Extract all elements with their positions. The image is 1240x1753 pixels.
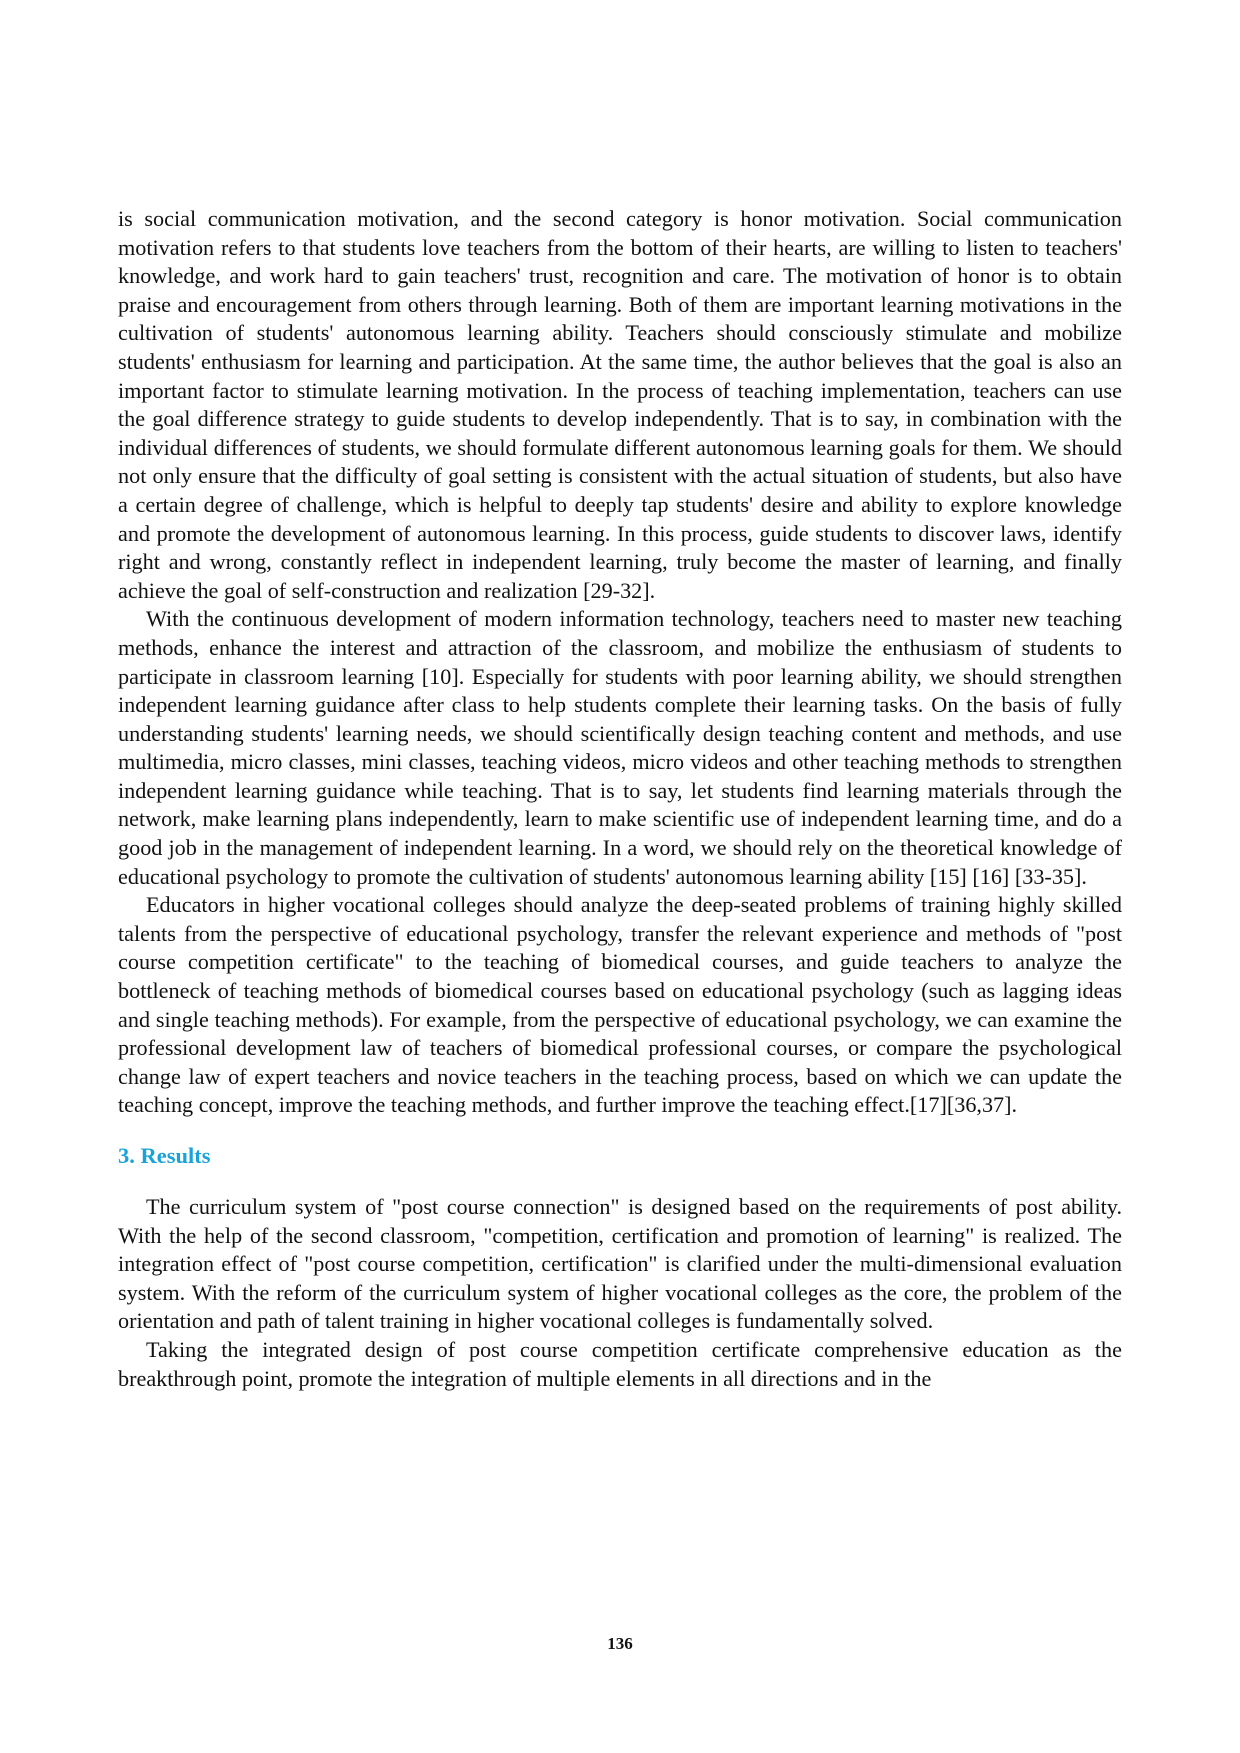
body-paragraph: Taking the integrated design of post course competition certificate comprehensive education as the breakthrough point, promote the integration of multiple elements in all directions and in the [118,1336,1122,1391]
page-number: 136 [607,1634,633,1653]
page-body [118,205,1122,1393]
body-paragraph: Educators in higher vocational colleges should analyze the deep-seated problems of training highly skilled talents from the perspective of educational psychology, transfer the relevant experience and methods of "post course competition certificate" to the teaching of biomedical courses, and guide teachers to analyze the bottleneck of teaching methods of biomedical courses based on educational psychology (such as lagging ideas and single teaching methods). For example, from the perspective of educational psychology, we can examine the professional development law of teachers of biomedical professional courses, or compare the psychological change law of expert teachers and novice teachers in the teaching process, based on which we can update the teaching concept, improve the teaching methods, and further improve the teaching effect.[17][36,37]. [118,892,1122,1118]
body-paragraph: is social communication motivation, and the second category is honor motivation. Social communication motivation refers to that students love teachers from the bottom of their hearts, are willing to listen to teachers' knowledge, and work hard to gain teachers' trust, recognition and care. The motivation of honor is to obtain praise and encouragement from others through learning. Both of them are important learning motivations in the cultivation of students' autonomous learning ability. Teachers should consciously stimulate and mobilize students' enthusiasm for learning and participation. At the same time, the author believes that the goal is also an important factor to stimulate learning motivation. In the process of teaching implementation, teachers can use the goal difference strategy to guide students to develop independently. That is to say, in combination with the individual differences of students, we should formulate different autonomous learning goals for them. We should not only ensure that the difficulty of goal setting is consistent with the actual situation of students, but also have a certain degree of challenge, which is helpful to deeply tap students' desire and ability to explore knowledge and promote the development of autonomous learning. In this process, guide students to discover laws, identify right and wrong, constantly reflect in independent learning, truly become the master of learning, and finally achieve the goal of self-construction and realization [29-32]. [118,206,1122,603]
body-paragraph: The curriculum system of "post course connection" is designed based on the requirements of post ability. With the help of the second classroom, "competition, certification and promotion of learning" is realized. The integration effect of "post course competition, certification" is clarified under the multi-dimensional evaluation system. With the reform of the curriculum system of higher vocational colleges as the core, the problem of the orientation and path of talent training in higher vocational colleges is fundamentally solved. [118,1194,1122,1334]
section-heading-results: 3. Results [118,1143,211,1168]
body-paragraph: With the continuous development of modern information technology, teachers need to master new teaching methods, enhance the interest and attraction of the classroom, and mobilize the enthusiasm of students to participate in classroom learning [10]. Especially for students with poor learning ability, we should strengthen independent learning guidance after class to help students complete their learning tasks. On the basis of fully understanding students' learning needs, we should scientifically design teaching content and methods, and use multimedia, micro classes, mini classes, teaching videos, micro videos and other teaching methods to strengthen independent learning guidance while teaching. That is to say, let students find learning materials through the network, make learning plans independently, learn to make scientific use of independent learning time, and do a good job in the management of independent learning. In a word, we should rely on the theoretical knowledge of educational psychology to promote the cultivation of students' autonomous learning ability [15] [16] [33-35]. [118,606,1122,889]
